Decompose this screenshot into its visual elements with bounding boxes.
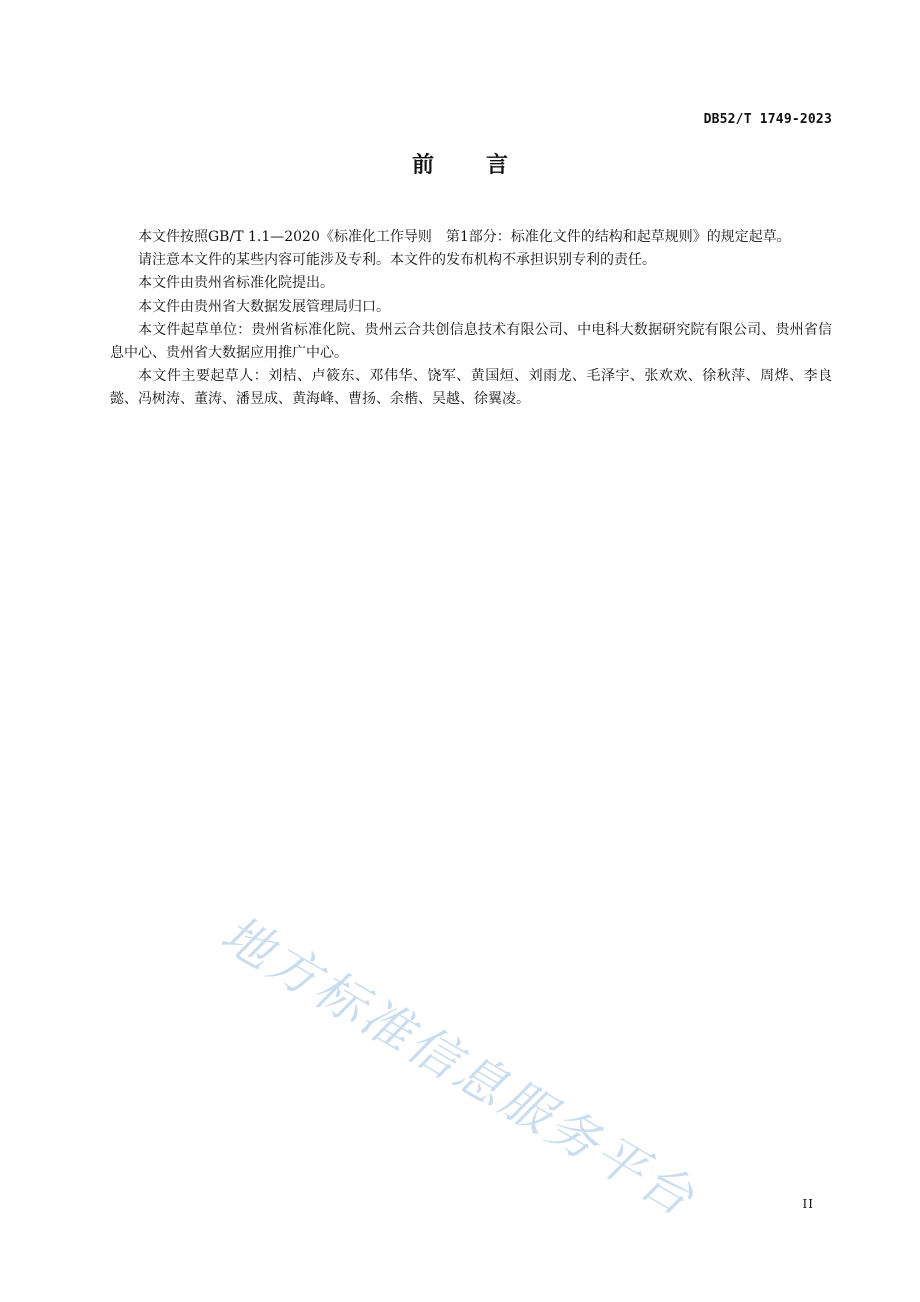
watermark: 地方标准信息服务平台 bbox=[211, 904, 706, 1229]
paragraph-drafting-rules: 本文件按照GB/T 1.1—2020《标准化工作导则 第1部分：标准化文件的结构和起草规则》的规定起草。 bbox=[138, 229, 791, 245]
page-number: II bbox=[802, 1197, 814, 1211]
document-code: DB52/T 1749-2023 bbox=[703, 112, 832, 127]
preface-body bbox=[110, 226, 832, 412]
paragraph-administrator: 本文件由贵州省大数据发展管理局归口。 bbox=[138, 298, 390, 315]
section-title: 前言 bbox=[411, 153, 560, 178]
paragraph-proposer: 本文件由贵州省标准化院提出。 bbox=[138, 275, 334, 292]
paragraph-drafting-units: 本文件起草单位：贵州省标准化院、贵州云合共创信息技术有限公司、中电科大数据研究院有限公司、贵州省信息中心、贵州省大数据应用推广中心。 bbox=[110, 321, 832, 362]
paragraph-drafters: 本文件主要起草人：刘桔、卢筱东、邓伟华、饶军、黄国烜、刘雨龙、毛泽宇、张欢欢、徐秋萍、周烨、李良懿、冯树涛、董涛、潘昱成、黄海峰、曹扬、余楷、吴越、徐翼凌。 bbox=[110, 368, 832, 408]
paragraph-patent-notice: 请注意本文件的某些内容可能涉及专利。本文件的发布机构不承担识别专利的责任。 bbox=[138, 252, 656, 269]
